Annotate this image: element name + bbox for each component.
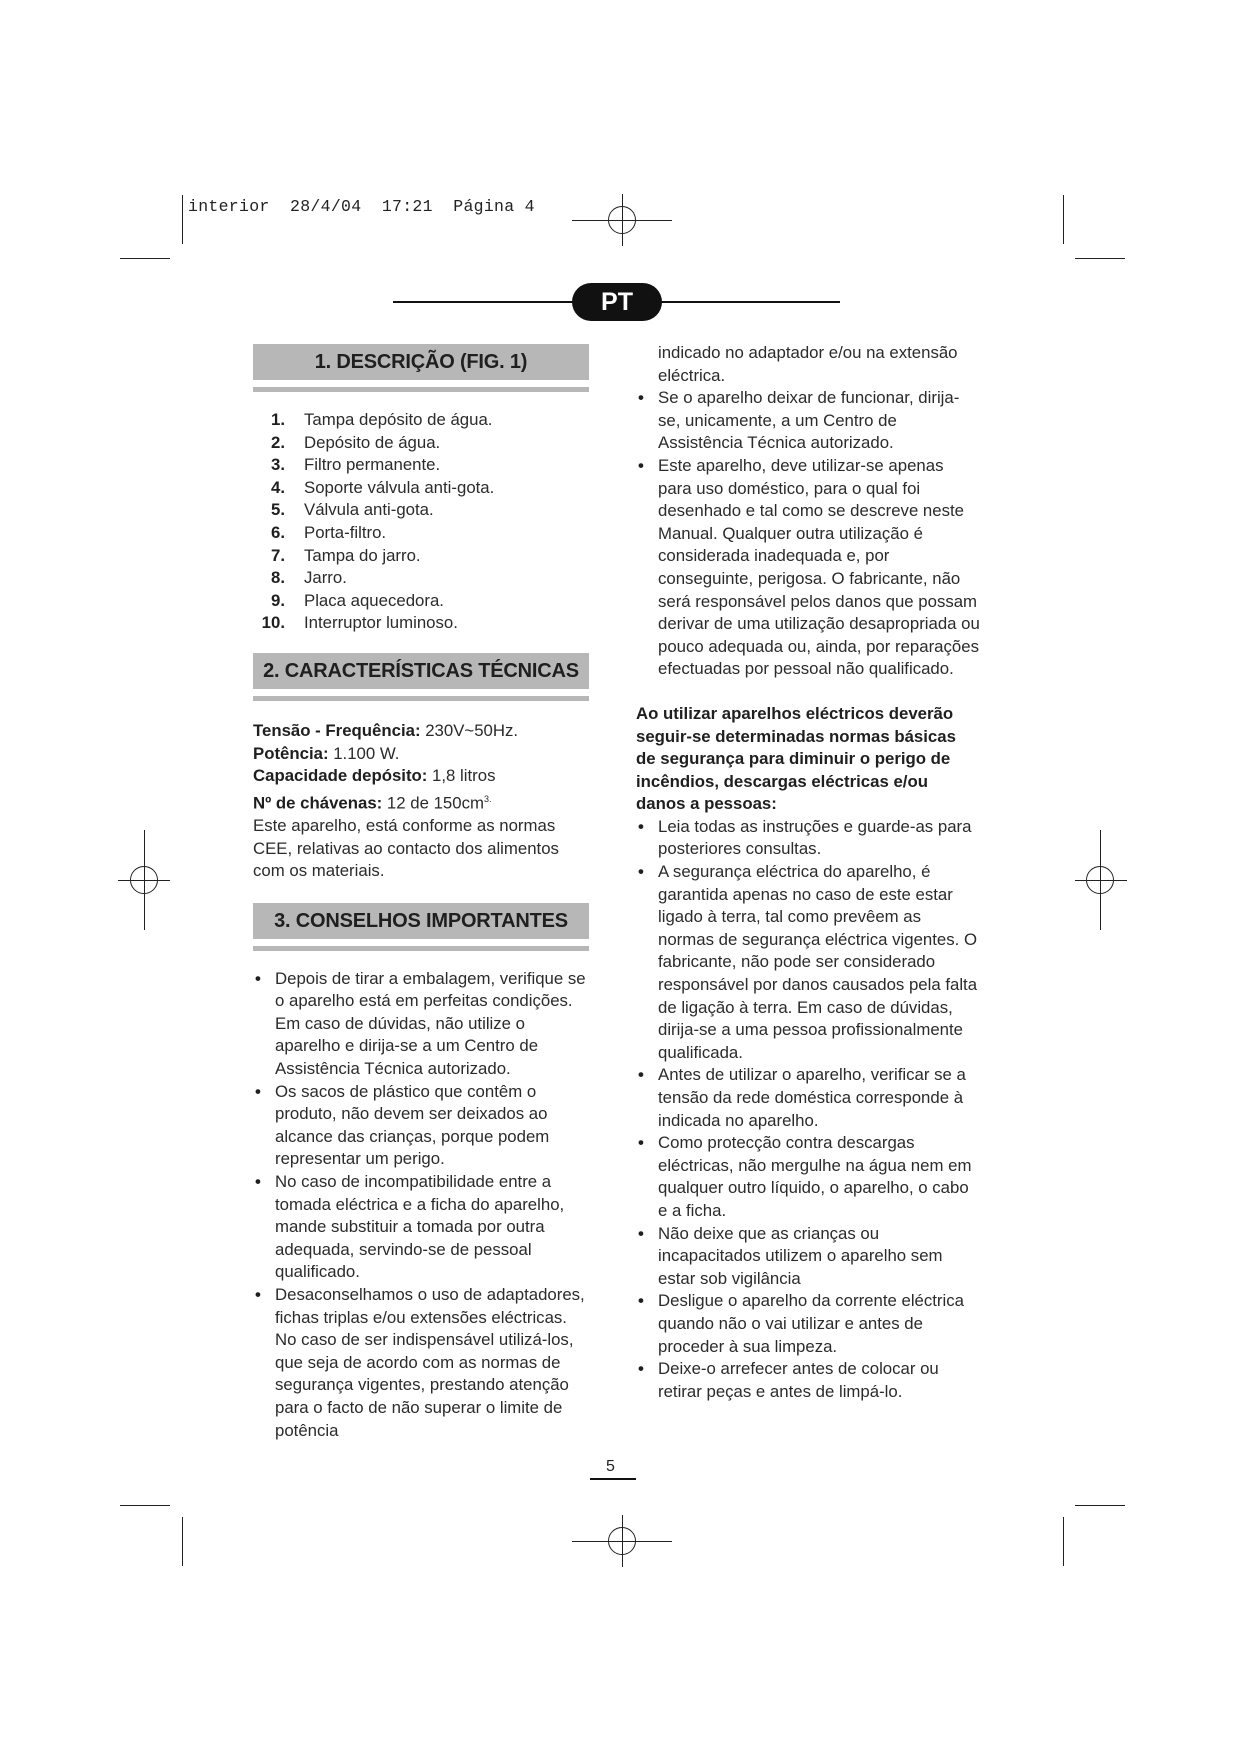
list-item: [253, 1081, 589, 1171]
crop-mark-bottom-right-v: [1063, 1517, 1064, 1566]
spec-value: 1,8 litros: [427, 766, 496, 786]
crop-mark-top-right-v: [1063, 195, 1064, 244]
list-item: [253, 567, 589, 590]
spec-value: 230V~50Hz.: [420, 720, 519, 740]
bullet: •: [638, 1065, 644, 1085]
item-number: 6.: [271, 522, 285, 542]
bullet: •: [255, 968, 261, 988]
item-text: Soporte válvula anti-gota.: [304, 477, 495, 497]
bullet: •: [638, 816, 644, 836]
bullet: •: [255, 1285, 261, 1304]
item-number: 3.: [271, 455, 285, 475]
list-item: [253, 522, 589, 545]
item-number: 5.: [271, 500, 285, 520]
list-item: [636, 1358, 980, 1403]
crop-mark-top-right-h: [1075, 258, 1125, 259]
bullet: •: [255, 1081, 261, 1101]
item-text: Deixe-o arrefecer antes de colocar ou retirar peças e antes de limpá-lo.: [658, 1359, 939, 1401]
list-item: [253, 545, 589, 568]
list-item: [636, 1064, 980, 1132]
advice-list-right: [636, 387, 980, 681]
item-text: Antes de utilizar o aparelho, verificar se a tensão da rede doméstica corresponde à indicada no aparelho.: [658, 1065, 966, 1130]
item-text: Não deixe que as crianças ou incapacitados utilizem o aparelho sem estar sob vigilância: [658, 1223, 943, 1288]
list-item: [253, 590, 589, 613]
section-underline: [253, 696, 589, 701]
print-slug: interior 28/4/04 17:21 Página 4: [188, 197, 535, 216]
item-number: 4.: [271, 477, 285, 497]
right-column: [636, 342, 980, 1403]
spec-power: [253, 743, 589, 766]
language-badge: PT: [572, 283, 662, 321]
section-title-description: 1. DESCRIÇÃO (FIG. 1): [253, 344, 589, 380]
page-number-rule: [590, 1478, 636, 1480]
item-number: 2.: [271, 432, 285, 452]
list-item: [253, 432, 589, 455]
item-number: 1.: [271, 410, 285, 429]
spec-capacity: [253, 765, 589, 788]
item-text: Tampa depósito de água.: [304, 410, 493, 429]
item-text: Jarro.: [304, 568, 347, 588]
item-text: Placa aquecedora.: [304, 590, 444, 610]
spec-label: Capacidade depósito:: [253, 766, 428, 786]
bullet: •: [638, 1359, 644, 1379]
page-number: 5: [606, 1458, 615, 1475]
header-rule-right: [656, 301, 840, 303]
list-item: [636, 455, 980, 681]
item-text: Este aparelho, deve utilizar-se apenas para uso doméstico, para o qual foi desenhado e tal como se descreve neste Manual. Qualquer outra utilização é considerada inadequada e, por conseguinte, perigosa. O fabricante, não será responsável pelos danos que possam derivar de uma utilização desapropriada ou pouco adequada ou, ainda, por reparações efectuadas por pessoal não qualificado.: [658, 455, 980, 679]
conformity-note: Este aparelho, está conforme as normas CEE, relativas ao contacto dos alimentos com os materiais.: [253, 815, 559, 881]
item-number: 7.: [271, 545, 285, 565]
section-title-advice: 3. CONSELHOS IMPORTANTES: [253, 903, 589, 939]
spec-label: Potência:: [253, 743, 329, 763]
section-underline: [253, 387, 589, 392]
bullet: •: [638, 1291, 644, 1311]
item-text: Válvula anti-gota.: [304, 500, 434, 520]
spec-cups: [253, 788, 589, 815]
advice-continuation: indicado no adaptador e/ou na extensão eléctrica.: [658, 343, 958, 385]
crop-mark-bottom-left-h: [120, 1505, 170, 1506]
parts-list: [253, 409, 589, 635]
item-text: Leia todas as instruções e guarde-as para posteriores consultas.: [658, 816, 972, 859]
list-item: [636, 1290, 980, 1358]
bullet: •: [638, 1133, 644, 1153]
crop-mark-top-left-v: [182, 195, 183, 244]
safety-list: [636, 816, 980, 1403]
spec-tension: [253, 720, 589, 743]
list-item: [253, 968, 589, 1081]
list-item: [636, 387, 980, 455]
item-text: Os sacos de plástico que contêm o produto, não devem ser deixados ao alcance das crianças, porque podem representar um perigo.: [275, 1081, 550, 1169]
bullet: •: [638, 388, 644, 408]
list-item: [253, 1171, 589, 1284]
spec-label: Tensão - Frequência:: [253, 720, 421, 740]
item-text: Interruptor luminoso.: [304, 613, 458, 633]
spec-value: 1.100 W.: [328, 743, 400, 763]
section-underline: [253, 946, 589, 951]
item-text: No caso de incompatibilidade entre a tomada eléctrica e a ficha do aparelho, mande substituir a tomada por outra adequada, servindo-se de pessoal qualificado.: [275, 1172, 565, 1282]
crop-mark-top-left-h: [120, 258, 170, 259]
crop-mark-bottom-right-h: [1075, 1505, 1125, 1506]
item-text: Desaconselhamos o uso de adaptadores, fichas triplas e/ou extensões eléctricas. No caso de ser indispensável utilizá-los, que seja de acordo com as normas de segurança vigentes, prestando atenção para o facto de não superar o limite de potência: [275, 1285, 585, 1440]
item-text: A segurança eléctrica do aparelho, é garantida apenas no caso de este estar ligado à terra, tal como prevêem as normas de segurança eléctrica vigentes. O fabricante, não pode ser considerado responsável por danos causados pela falta de ligação à terra. Em caso de dúvidas, dirija-se a uma pessoa profissionalmente qualificada.: [658, 862, 978, 1062]
item-text: Filtro permanente.: [304, 455, 441, 475]
list-item: [253, 499, 589, 522]
item-text: Desligue o aparelho da corrente eléctrica quando não o vai utilizar e antes de proceder à sua limpeza.: [658, 1291, 964, 1356]
item-text: Porta-filtro.: [304, 522, 387, 542]
technical-specs: [253, 720, 589, 883]
item-text: Como protecção contra descargas eléctricas, não mergulhe na água nem em qualquer outro líquido, o aparelho, o cabo e a ficha.: [658, 1133, 972, 1220]
item-number: 10.: [261, 613, 285, 633]
spec-label: Nº de chávenas:: [253, 793, 383, 813]
left-column: [253, 344, 589, 1442]
bullet: •: [638, 1223, 644, 1243]
item-number: 9.: [271, 590, 285, 610]
crop-mark-bottom-left-v: [182, 1517, 183, 1566]
list-item: [636, 816, 980, 861]
bullet: •: [638, 455, 644, 475]
list-item: [253, 477, 589, 500]
advice-list-left: [253, 968, 589, 1442]
list-item: [253, 612, 589, 635]
spec-value: 12 de 150cm: [382, 793, 484, 813]
item-number: 8.: [271, 568, 285, 588]
bullet: •: [638, 862, 644, 882]
item-text: Depois de tirar a embalagem, verifique se o aparelho está em perfeitas condições. Em caso de dúvidas, não utilize o aparelho e dirija-se a um Centro de Assistência Técnica autorizado.: [275, 968, 586, 1079]
bullet: •: [255, 1172, 261, 1192]
spec-superscript: 3.: [483, 793, 492, 804]
list-item: [253, 454, 589, 477]
list-item: [636, 1132, 980, 1222]
item-text: Se o aparelho deixar de funcionar, dirija-se, unicamente, a um Centro de Assistência Técnica autorizado.: [658, 388, 960, 453]
item-text: Tampa do jarro.: [304, 545, 421, 565]
list-item: [253, 409, 589, 432]
section-title-technical: 2. CARACTERÍSTICAS TÉCNICAS: [253, 653, 589, 689]
list-item: [636, 861, 980, 1064]
header-rule-left: [393, 301, 578, 303]
list-item: [636, 1223, 980, 1291]
item-text: Depósito de água.: [304, 432, 441, 452]
safety-heading: Ao utilizar aparelhos eléctricos deverão seguir-se determinadas normas básicas de segurança para diminuir o perigo de incêndios, descargas eléctricas e/ou danos a pessoas:: [636, 703, 956, 814]
list-item: [253, 1284, 589, 1442]
